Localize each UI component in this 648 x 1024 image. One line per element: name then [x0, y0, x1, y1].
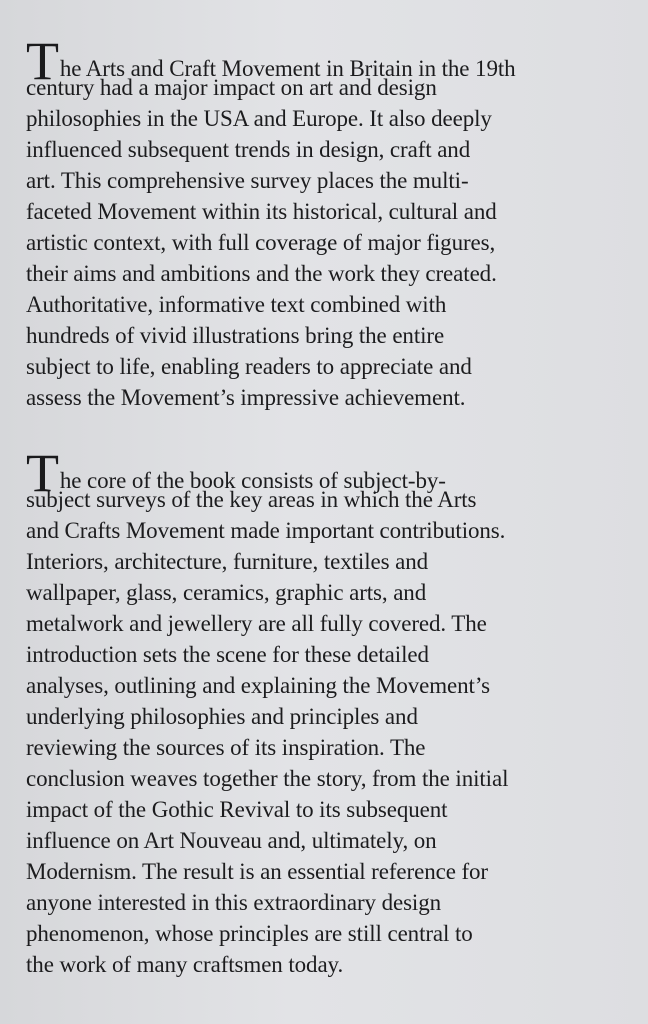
paragraph-line: wallpaper, glass, ceramics, graphic arts, and — [26, 580, 427, 605]
paragraph-line: and Crafts Movement made important contributions. — [26, 518, 506, 543]
blurb-paragraph-1 — [26, 31, 626, 413]
paragraph-line: metalwork and jewellery are all fully covered. The — [26, 611, 487, 636]
paragraph-line: analyses, outlining and explaining the Movement’s — [26, 673, 490, 698]
paragraph-line: philosophies in the USA and Europe. It also deeply — [26, 106, 492, 131]
paragraph-line: anyone interested in this extraordinary design — [26, 890, 442, 915]
paragraph-line: faceted Movement within its historical, cultural and — [26, 199, 497, 224]
paragraph-line: influence on Art Nouveau and, ultimately, on — [26, 828, 437, 853]
paragraph-line: century had a major impact on art and design — [26, 75, 437, 100]
paragraph-line: assess the Movement’s impressive achievement. — [26, 385, 466, 410]
blurb-paragraph-2 — [26, 443, 626, 980]
paragraph-line: conclusion weaves together the story, from the initial — [26, 766, 509, 791]
paragraph-line: the work of many craftsmen today. — [26, 952, 344, 977]
paragraph-line: The Arts and Craft Movement in Britain in the 19th — [26, 31, 516, 91]
paragraph-line: influenced subsequent trends in design, craft and — [26, 137, 471, 162]
paragraph-line: The core of the book consists of subject-by- — [26, 443, 446, 503]
paragraph-line: Modernism. The result is an essential reference for — [26, 859, 488, 884]
paragraph-line: Interiors, architecture, furniture, textiles and — [26, 549, 429, 574]
paragraph-line: their aims and ambitions and the work they created. — [26, 261, 497, 286]
paragraph-line: artistic context, with full coverage of major figures, — [26, 230, 496, 255]
paragraph-line: underlying philosophies and principles and — [26, 704, 418, 729]
paragraph-line: impact of the Gothic Revival to its subsequent — [26, 797, 448, 822]
drop-cap: T — [26, 31, 59, 91]
drop-cap: T — [26, 443, 59, 503]
paragraph-line: introduction sets the scene for these detailed — [26, 642, 429, 667]
paragraph-line: phenomenon, whose principles are still central to — [26, 921, 473, 946]
paragraph-line: Authoritative, informative text combined with — [26, 292, 447, 317]
paragraph-line: subject to life, enabling readers to appreciate and — [26, 354, 472, 379]
paragraph-line: subject surveys of the key areas in which the Arts — [26, 487, 477, 512]
paragraph-line: reviewing the sources of its inspiration. The — [26, 735, 426, 760]
paragraph-line: hundreds of vivid illustrations bring the entire — [26, 323, 445, 348]
paragraph-line: art. This comprehensive survey places the multi- — [26, 168, 469, 193]
